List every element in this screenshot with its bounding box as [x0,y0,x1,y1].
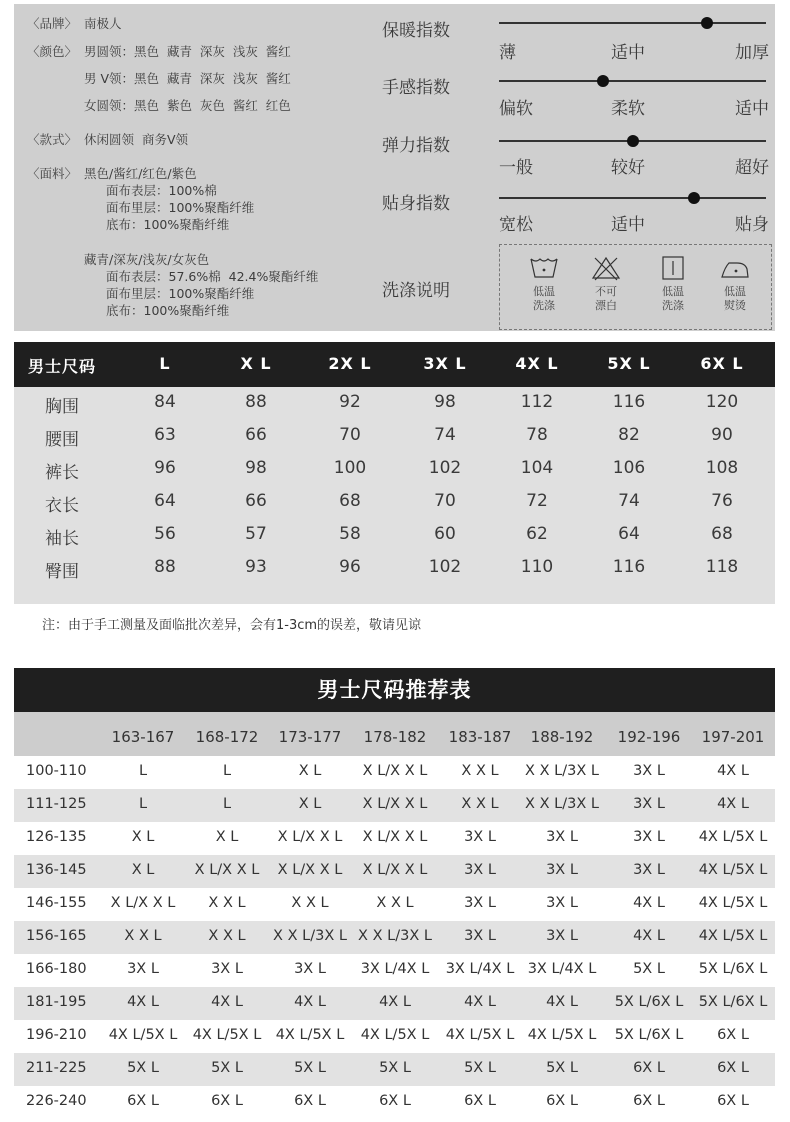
size-column-header: 2X L [328,354,372,373]
measurement-value: 106 [612,458,646,478]
measurement-value: 88 [154,557,176,577]
recommended-size: 4X L/5X L [698,895,768,911]
recommended-size: X L [298,796,322,812]
size-table-corner-label: 男士尺码 [27,357,97,376]
recommended-size: X L/X X L [277,829,343,845]
low-temp-wash-icon [528,255,560,281]
measurement-value: 102 [428,557,462,577]
low-temp-dry-icon [657,255,689,281]
measurement-value: 98 [434,392,456,412]
recommended-size: 4X L/5X L [527,1027,597,1043]
measurement-value: 92 [339,392,361,412]
recommended-size: 4X L [633,928,665,944]
recommended-size: 4X L/5X L [445,1027,515,1043]
recommended-size: 6X L [127,1093,159,1109]
weight-range-label: 156-165 [26,928,87,944]
recommended-size: 5X L/6X L [698,994,768,1010]
size-table-row [14,519,775,552]
wash-item [514,255,574,313]
color-tag: 〈颜色〉 [27,44,78,59]
recommended-size: 6X L [211,1093,243,1109]
height-range-header: 183-187 [448,728,512,746]
scale-low: 一般 [499,158,533,178]
recommended-size: X L [131,862,155,878]
height-range-header: 197-201 [701,728,765,746]
recommended-size: X L/X X L [362,796,428,812]
recommended-size: 5X L [464,1060,496,1076]
scale-mid: 适中 [611,215,645,235]
fit-index-bar [499,197,766,199]
recommended-size: 3X L [633,862,665,878]
recommended-size: 3X L [127,961,159,977]
fabric-line: 面布表层：100%棉 [106,183,217,198]
fabric-group-title: 黑色/酱红/红色/紫色 [84,166,197,181]
measurement-value: 116 [612,392,646,412]
recommended-size: 6X L [464,1093,496,1109]
fabric-line: 面布表层：57.6%棉 42.4%聚酯纤维 [106,269,319,284]
brand-value: 南极人 [84,16,122,31]
measurement-value: 74 [618,491,640,511]
wash-label-line: 洗涤 [533,299,555,312]
weight-range-label: 166-180 [26,961,87,977]
recommended-size: 4X L/5X L [698,928,768,944]
recommendation-row [14,855,775,888]
washing-instructions [499,244,772,330]
measurement-value: 56 [154,524,176,544]
height-range-header: 173-177 [278,728,342,746]
size-column-header: 5X L [607,354,651,373]
recommendation-row [14,921,775,954]
measurement-value: 70 [339,425,361,445]
recommended-size: 3X L [464,829,496,845]
recommended-size: 4X L [546,994,578,1010]
measurement-value: 57 [245,524,267,544]
wash-label-line: 漂白 [595,299,617,312]
measurement-value: 98 [245,458,267,478]
measurement-value: 64 [154,491,176,511]
measurement-value: 63 [154,425,176,445]
recommended-size: X L/X X L [194,862,260,878]
recommended-size: L [222,796,232,812]
recommended-size: 3X L [211,961,243,977]
recommended-size: L [222,763,232,779]
recommended-size: 6X L [633,1093,665,1109]
color-line: 男圆领：黑色 藏青 深灰 浅灰 酱红 [84,44,291,59]
recommended-size: 3X L [633,829,665,845]
color-line: 男 V领：黑色 藏青 深灰 浅灰 酱红 [84,71,291,86]
elasticity-index-marker [627,135,639,147]
brand-tag: 〈品牌〉 [27,16,78,31]
recommended-size: 3X L [633,763,665,779]
measurement-value: 116 [612,557,646,577]
fabric-line: 底布：100%聚酯纤维 [106,303,230,318]
recommended-size: L [138,763,148,779]
fit-index-label: 贴身指数 [382,194,450,214]
style-tag: 〈款式〉 [27,132,78,147]
measurement-value: 62 [526,524,548,544]
weight-range-label: 126-135 [26,829,87,845]
hand-feel-index-label: 手感指数 [382,78,450,98]
recommended-size: X X L/3X L [525,796,599,812]
recommended-size: 3X L [464,862,496,878]
height-range-header: 178-182 [363,728,427,746]
recommendation-row [14,888,775,921]
wash-label-line: 低温 [662,285,684,298]
hand-feel-index-bar [499,80,766,82]
measurement-value: 82 [618,425,640,445]
scale-mid: 较好 [611,158,645,178]
wash-label-line: 熨烫 [724,299,746,312]
recommended-size: 5X L [294,1060,326,1076]
size-table [14,342,775,604]
wash-item [576,255,636,313]
recommended-size: 3X L [633,796,665,812]
weight-range-label: 211-225 [26,1060,87,1076]
color-line: 女圆领：黑色 紫色 灰色 酱红 红色 [84,98,291,113]
recommended-size: 6X L [717,1093,749,1109]
measurement-name: 胸围 [45,397,79,417]
wash-item [643,255,703,313]
wash-label-line: 洗涤 [662,299,684,312]
recommended-size: 4X L/5X L [360,1027,430,1043]
weight-range-label: 111-125 [26,796,87,812]
recommended-size: 3X L [546,928,578,944]
measurement-value: 68 [339,491,361,511]
recommended-size: 5X L [379,1060,411,1076]
recommended-size: 5X L/6X L [614,994,684,1010]
measurement-value: 78 [526,425,548,445]
measurement-name: 袖长 [45,529,79,549]
measurement-value: 74 [434,425,456,445]
measurement-value: 102 [428,458,462,478]
recommended-size: 3X L [546,895,578,911]
measurement-value: 118 [705,557,739,577]
measurement-value: 66 [245,425,267,445]
size-column-header: L [159,354,171,373]
recommended-size: 6X L [294,1093,326,1109]
measurement-value: 60 [434,524,456,544]
recommended-size: 4X L/5X L [698,829,768,845]
height-range-header: 168-172 [195,728,259,746]
recommended-size: X L/X X L [362,829,428,845]
measurement-value: 68 [711,524,733,544]
index-panel [369,4,775,331]
fit-index-marker [688,192,700,204]
size-table-row [14,552,775,585]
size-column-header: 3X L [423,354,467,373]
recommended-size: 5X L [211,1060,243,1076]
measurement-value: 108 [705,458,739,478]
recommended-size: X X L/3X L [525,763,599,779]
measurement-note: 注：由于手工测量及面临批次差异，会有1-3cm的误差，敬请见谅 [42,618,422,633]
recommendation-row [14,987,775,1020]
measurement-value: 58 [339,524,361,544]
wash-label-line: 不可 [595,285,617,298]
wash-item [705,255,765,313]
measurement-value: 76 [711,491,733,511]
measurement-value: 93 [245,557,267,577]
recommended-size: X L/X X L [277,862,343,878]
recommended-size: X X L [461,763,499,779]
recommended-size: 4X L [127,994,159,1010]
recommended-size: X L/X X L [110,895,176,911]
recommended-size: X X L [208,895,246,911]
wash-label-line: 低温 [533,285,555,298]
recommendation-row [14,789,775,822]
fabric-line: 面布里层：100%聚酯纤维 [106,286,255,301]
weight-range-label: 196-210 [26,1027,87,1043]
recommended-size: X L [131,829,155,845]
warmth-index-label: 保暖指数 [382,21,450,41]
recommended-size: X L [298,763,322,779]
recommended-size: 4X L [211,994,243,1010]
measurement-value: 70 [434,491,456,511]
recommended-size: 6X L [379,1093,411,1109]
measurement-value: 112 [520,392,554,412]
recommended-size: X X L/3X L [358,928,432,944]
measurement-value: 110 [520,557,554,577]
size-table-row [14,486,775,519]
recommended-size: 5X L [127,1060,159,1076]
warmth-index-bar [499,22,766,24]
recommended-size: 3X L [464,895,496,911]
measurement-value: 90 [711,425,733,445]
fabric-line: 面布里层：100%聚酯纤维 [106,200,255,215]
scale-high: 超好 [735,158,769,178]
weight-range-label: 226-240 [26,1093,87,1109]
recommendation-row [14,1086,775,1119]
measurement-value: 120 [705,392,739,412]
scale-mid: 适中 [611,43,645,63]
recommended-size: 5X L [633,961,665,977]
weight-range-label: 181-195 [26,994,87,1010]
recommended-size: X L [215,829,239,845]
size-table-header [14,342,775,387]
recommended-size: 3X L/4X L [527,961,597,977]
recommended-size: 5X L/6X L [698,961,768,977]
weight-range-label: 100-110 [26,763,87,779]
recommended-size: 4X L/5X L [108,1027,178,1043]
recommended-size: 5X L/6X L [614,1027,684,1043]
weight-range-label: 136-145 [26,862,87,878]
recommended-size: 4X L [379,994,411,1010]
recommended-size: 3X L/4X L [445,961,515,977]
scale-low: 偏软 [499,99,533,119]
height-range-header: 188-192 [530,728,594,746]
recommendation-row [14,954,775,987]
recommendation-row [14,756,775,789]
fabric-line: 底布：100%聚酯纤维 [106,217,230,232]
recommended-size: X L/X X L [362,763,428,779]
recommended-size: 6X L [717,1027,749,1043]
recommendation-row [14,1053,775,1086]
size-column-header: X L [240,354,272,373]
recommended-size: X X L [291,895,329,911]
recommended-size: 3X L [464,928,496,944]
measurement-name: 腰围 [45,430,79,450]
recommended-size: 4X L [464,994,496,1010]
recommended-size: X X L/3X L [273,928,347,944]
scale-high: 适中 [735,99,769,119]
recommended-size: X X L [124,928,162,944]
recommended-size: 6X L [633,1060,665,1076]
size-column-header: 6X L [700,354,744,373]
wash-label-line: 低温 [724,285,746,298]
hand-feel-index-marker [597,75,609,87]
measurement-value: 96 [154,458,176,478]
recommendation-table-header [14,712,775,756]
recommended-size: 3X L [546,862,578,878]
warmth-index-marker [701,17,713,29]
product-info-panel [14,4,775,331]
measurement-value: 66 [245,491,267,511]
washing-label: 洗涤说明 [382,281,450,301]
measurement-name: 衣长 [45,496,79,516]
height-range-header: 192-196 [617,728,681,746]
size-table-row [14,387,775,420]
recommended-size: 4X L [717,763,749,779]
scale-low: 宽松 [499,215,533,235]
measurement-value: 96 [339,557,361,577]
scale-high: 加厚 [735,43,769,63]
recommended-size: L [138,796,148,812]
measurement-value: 72 [526,491,548,511]
measurement-name: 裤长 [45,463,79,483]
fabric-group-title: 藏青/深灰/浅灰/女灰色 [84,252,210,267]
recommended-size: 6X L [546,1093,578,1109]
recommended-size: 4X L/5X L [275,1027,345,1043]
low-temp-iron-icon [719,255,751,281]
measurement-value: 104 [520,458,554,478]
recommended-size: 4X L/5X L [192,1027,262,1043]
height-range-header: 163-167 [111,728,175,746]
measurement-value: 64 [618,524,640,544]
recommended-size: 4X L [294,994,326,1010]
elasticity-index-bar [499,140,766,142]
recommendation-row [14,822,775,855]
recommended-size: 3X L/4X L [360,961,430,977]
fabric-tag: 〈面料〉 [27,166,78,181]
elasticity-index-label: 弹力指数 [382,136,450,156]
measurement-value: 88 [245,392,267,412]
scale-high: 贴身 [735,215,769,235]
weight-range-label: 146-155 [26,895,87,911]
scale-low: 薄 [499,43,516,63]
recommended-size: 5X L [546,1060,578,1076]
recommended-size: X L/X X L [362,862,428,878]
recommended-size: 3X L [546,829,578,845]
measurement-value: 100 [333,458,367,478]
style-value: 休闲圆领 商务V领 [84,132,188,147]
measurement-value: 84 [154,392,176,412]
recommendation-row [14,1020,775,1053]
product-attributes [14,4,369,331]
measurement-name: 臀围 [45,562,79,582]
recommended-size: 4X L [717,796,749,812]
size-table-row [14,453,775,486]
recommended-size: X X L [461,796,499,812]
size-table-row [14,420,775,453]
no-bleach-icon [590,255,622,281]
size-column-header: 4X L [515,354,559,373]
recommended-size: 4X L/5X L [698,862,768,878]
recommended-size: X X L [208,928,246,944]
recommended-size: X X L [376,895,414,911]
recommendation-table-title: 男士尺码推荐表 [14,668,775,712]
recommended-size: 6X L [717,1060,749,1076]
recommended-size: 4X L [633,895,665,911]
recommended-size: 3X L [294,961,326,977]
scale-mid: 柔软 [611,99,645,119]
